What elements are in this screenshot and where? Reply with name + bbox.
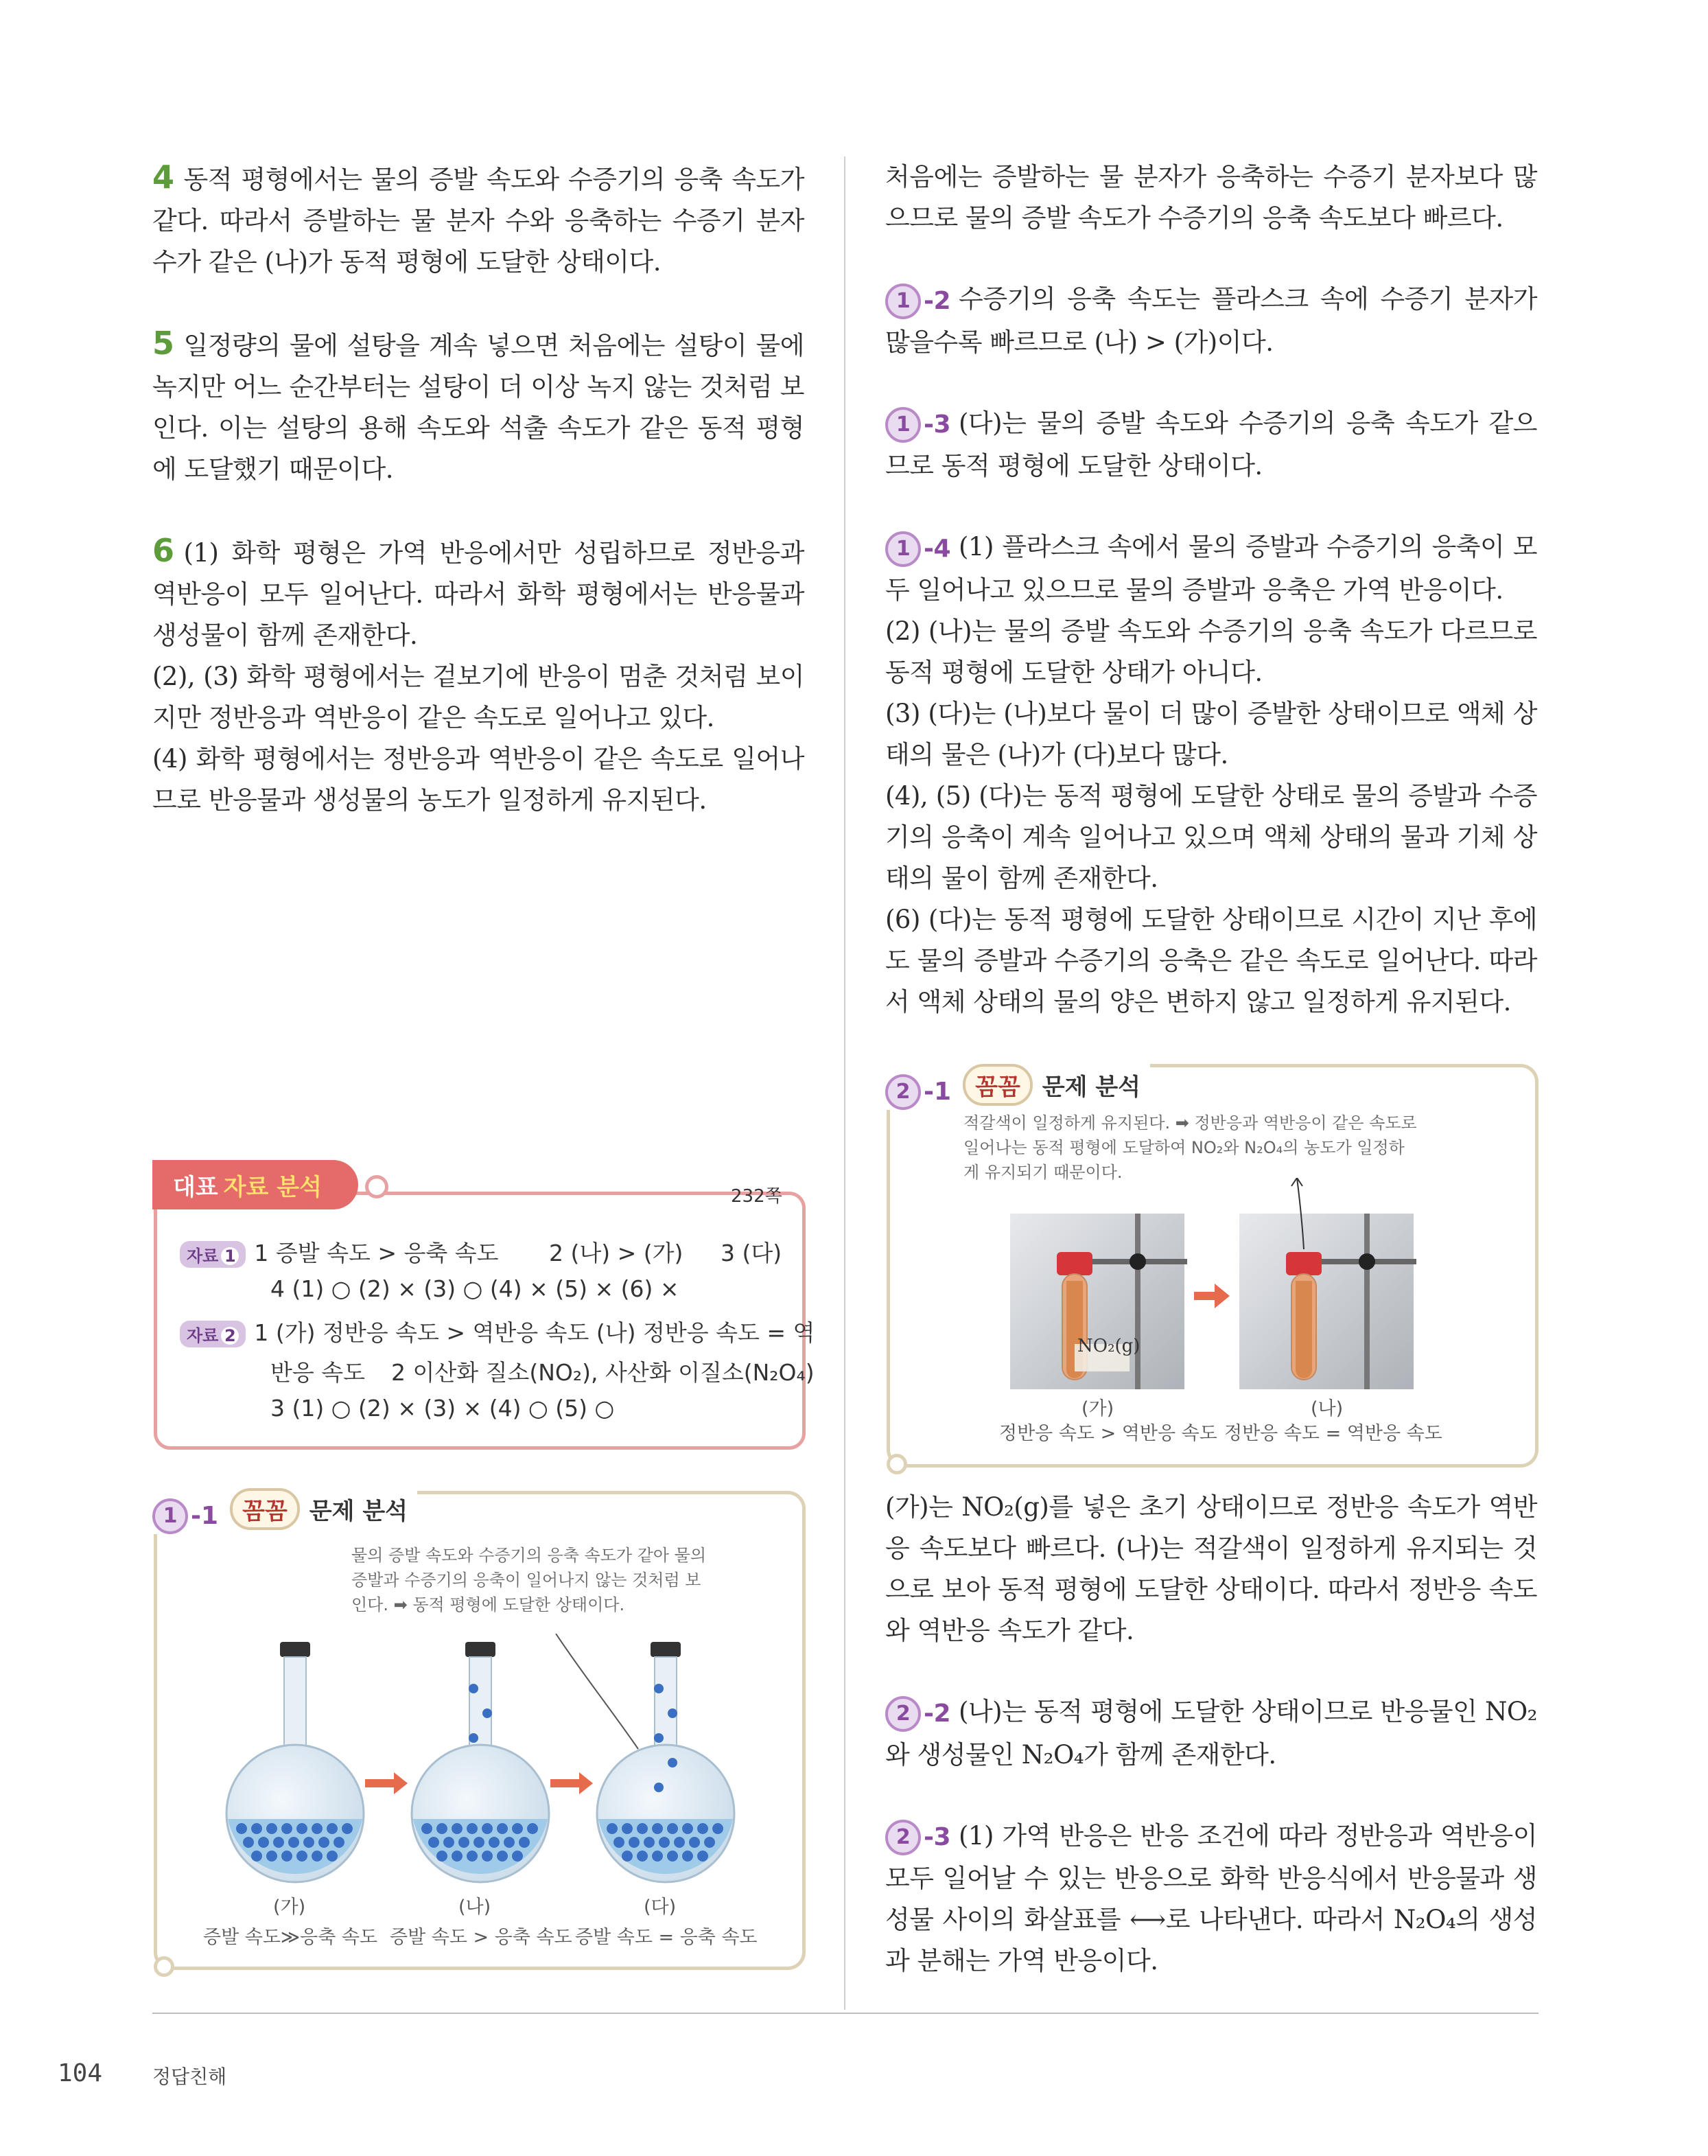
right-column-lower: [885, 1487, 1537, 1982]
water-molecule: [452, 1823, 463, 1834]
water-molecule: [334, 1837, 344, 1848]
data-row-4: 반응 속도: [270, 1359, 366, 1386]
water-molecule: [458, 1837, 469, 1848]
flask-illustration: [199, 1634, 762, 1894]
water-molecule: [296, 1851, 307, 1862]
box-dot: [154, 1956, 174, 1977]
water-molecule: [482, 1823, 493, 1834]
answer-text: (4) 화학 평형에서는 정반응과 역반응이 같은 속도로 일어나므로 반응물과 생성물의 농도가 일정하게 유지된다.: [152, 744, 804, 815]
water-molecule: [659, 1837, 670, 1848]
pointer-line: [556, 1634, 638, 1749]
water-molecule: [251, 1823, 262, 1834]
answer-text: 일정량의 물에 설탕을 계속 넣으면 처음에는 설탕이 물에 녹지만 어느 순간부터는 설탕이 더 이상 녹지 않는 것처럼 보인다. 이는 설탕의 용해 속도와 석출 속도가 같은 동적 평형에 도달했기 때문이다.: [152, 331, 804, 484]
water-molecule: [622, 1851, 633, 1862]
vapor-molecule: [482, 1708, 492, 1718]
arrow-2: [550, 1772, 593, 1794]
kkomkkom-label: 꼼꼼 문제 분석: [230, 1488, 408, 1530]
water-molecule: [637, 1851, 648, 1862]
answer-text: 처음에는 증발하는 물 분자가 응축하는 수증기 분자보다 많으므로 물의 증발 속도가 수증기의 응축 속도보다 빠르다.: [885, 162, 1537, 233]
answer-item: 1 (가) 정반응 속도 > 역반응 속도 (나) 정반응 속도 = 역: [254, 1319, 815, 1346]
answer-text: (가)는 NO₂(g)를 넣은 초기 상태이므로 정반응 속도가 역반응 속도보다 빠르다. (나)는 적갈색이 일정하게 유지되는 것으로 보아 동적 평형에 도달한 상태이다. 따라서 정반응 속도와 역반응 속도가 같다.: [885, 1492, 1537, 1645]
tube-label-b: (나): [1311, 1398, 1344, 1419]
flask-caption-b: 증발 속도 > 응축 속도: [390, 1927, 572, 1948]
question-tag: 2 -2: [885, 1693, 950, 1735]
flask-label-a: (가): [273, 1897, 306, 1918]
answer-number: 6: [152, 532, 174, 569]
data-row-1: [180, 1236, 499, 1268]
water-molecule: [697, 1851, 708, 1862]
water-molecule: [622, 1823, 633, 1834]
water-molecule: [243, 1837, 254, 1848]
water-molecule: [512, 1823, 523, 1834]
answer-item: 2 이산화 질소(NO₂), 사산화 이질소(N₂O₄): [391, 1359, 815, 1386]
water-molecule: [281, 1851, 292, 1862]
water-molecule: [251, 1851, 262, 1862]
tube-label-a: (가): [1081, 1398, 1114, 1419]
answer-1-3: [885, 403, 1537, 487]
water-molecule: [296, 1823, 307, 1834]
water-molecule: [704, 1837, 715, 1848]
question-tag: 2 -3: [885, 1817, 950, 1858]
box-header: [885, 1064, 1150, 1110]
badge-label: 대표: [173, 1173, 218, 1201]
water-molecule: [644, 1837, 655, 1848]
vapor-molecule: [654, 1783, 664, 1792]
answer-item: 1 증발 속도 > 응축 속도: [254, 1240, 499, 1266]
water-molecule: [712, 1823, 723, 1834]
answer-2-3: [885, 1816, 1537, 1982]
water-molecule: [266, 1823, 277, 1834]
answer-text: (2) (나)는 물의 증발 속도와 수증기의 응축 속도가 다르므로 동적 평형에 도달한 상태가 아니다.: [885, 616, 1537, 687]
water-molecule: [527, 1823, 538, 1834]
box-dot: [887, 1454, 907, 1474]
answer-1-2: [885, 279, 1537, 363]
water-molecule: [497, 1851, 508, 1862]
analysis-note: 적갈색이 일정하게 유지된다. ➡ 정반응과 역반응이 같은 속도로 일어나는 동적 평형에 도달하여 NO₂와 N₂O₄의 농도가 일정하 게 유지되기 때문이다.: [963, 1113, 1417, 1182]
answer-text: (1) 플라스크 속에서 물의 증발과 수증기의 응축이 모두 일어나고 있으므로 물의 증발과 응축은 가역 반응이다.: [885, 532, 1537, 605]
badge-highlight: 자료 분석: [223, 1173, 322, 1201]
answer-number: 5: [152, 325, 174, 362]
footer-rule: [152, 2013, 1539, 2014]
water-molecule: [652, 1823, 663, 1834]
footer-label: 정답친해: [152, 2065, 227, 2088]
right-column: [885, 157, 1537, 1023]
answer-2-2: [885, 1691, 1537, 1776]
water-molecule: [497, 1823, 508, 1834]
water-molecule: [482, 1851, 493, 1862]
answer-item: 2 (나) > (가): [549, 1240, 683, 1266]
answer-text: (1) 화학 평형은 가역 반응에서만 성립하므로 정반응과 역반응이 모두 일어난다. 따라서 화학 평형에서는 반응물과 생성물이 함께 존재한다.: [152, 538, 804, 650]
data-analysis-badge: [152, 1160, 358, 1209]
water-molecule: [236, 1823, 247, 1834]
water-molecule: [258, 1837, 269, 1848]
answer-4: [152, 157, 804, 283]
water-molecule: [504, 1837, 515, 1848]
badge-dot: [365, 1175, 388, 1198]
tube-a-panel: [1010, 1214, 1187, 1389]
vapor-molecule: [469, 1684, 478, 1693]
water-molecule: [436, 1851, 447, 1862]
flask-caption-c: 증발 속도 = 응축 속도: [575, 1927, 758, 1948]
answer-text: (나)는 동적 평형에 도달한 상태이므로 반응물인 NO₂와 생성물인 N₂O₄가 함께 존재한다.: [885, 1697, 1537, 1770]
vapor-molecule: [654, 1684, 664, 1693]
tube-b-panel: [1239, 1178, 1416, 1389]
water-molecule: [512, 1851, 523, 1862]
water-molecule: [637, 1823, 648, 1834]
vapor-molecule: [668, 1708, 677, 1718]
tube-label: NO₂(g): [1077, 1336, 1140, 1356]
question-tag: 2 -1: [885, 1074, 951, 1110]
water-molecule: [607, 1823, 618, 1834]
answer-number: 4: [152, 159, 174, 196]
water-molecule: [667, 1851, 678, 1862]
water-molecule: [421, 1823, 432, 1834]
water-molecule: [473, 1837, 484, 1848]
water-molecule: [342, 1823, 353, 1834]
answer-text: (6) (다)는 동적 평형에 도달한 상태이므로 시간이 지난 후에도 물의 증발과 수증기의 응축은 같은 속도로 일어난다. 따라서 액체 상태의 물의 양은 변하지 않고 일정하게 유지된다.: [885, 904, 1537, 1017]
water-molecule: [281, 1823, 292, 1834]
water-molecule: [467, 1823, 478, 1834]
water-molecule: [697, 1823, 708, 1834]
box-header: [152, 1488, 417, 1534]
vapor-molecule: [469, 1733, 478, 1743]
water-molecule: [682, 1823, 693, 1834]
test-tube-illustration: [1009, 1178, 1420, 1392]
data-row-2: 4 (1) ○ (2) × (3) ○ (4) × (5) × (6) ×: [270, 1275, 679, 1302]
answer-text: (1) 가역 반응은 반응 조건에 따라 정반응과 역반응이 모두 일어날 수 있는 반응으로 화학 반응식에서 반응물과 생성물 사이의 화살표를 ⟷로 나타낸다. 따라서 N₂O₄의 생성과 분해는 가역 반응이다.: [885, 1820, 1537, 1975]
water-molecule: [674, 1837, 685, 1848]
water-molecule: [613, 1837, 624, 1848]
data-row-3: [180, 1315, 815, 1347]
water-molecule: [273, 1837, 284, 1848]
vapor-molecule: [654, 1733, 664, 1743]
jaryo-tag: 자료 2: [180, 1321, 246, 1347]
kkomkkom-label: 꼼꼼 문제 분석: [963, 1064, 1140, 1106]
column-divider: [844, 157, 845, 2010]
water-molecule: [519, 1837, 530, 1848]
water-molecule: [489, 1837, 500, 1848]
answer-text: 동적 평형에서는 물의 증발 속도와 수증기의 응축 속도가 같다. 따라서 증발하는 물 분자 수와 응축하는 수증기 분자 수가 같은 (나)가 동적 평형에 도달한 상태이다.: [152, 165, 804, 277]
water-molecule: [467, 1851, 478, 1862]
question-tag: 1 -3: [885, 404, 950, 445]
water-molecule: [682, 1851, 693, 1862]
tube-caption-a: 정반응 속도 > 역반응 속도: [999, 1423, 1217, 1444]
answer-text: (3) (다)는 (나)보다 물이 더 많이 증발한 상태이므로 액체 상태의 물은 (나)가 (다)보다 많다.: [885, 698, 1537, 769]
water-molecule: [436, 1823, 447, 1834]
water-molecule: [667, 1823, 678, 1834]
answer-5: [152, 323, 804, 490]
water-molecule: [428, 1837, 439, 1848]
answer-text: (4), (5) (다)는 동적 평형에 도달한 상태로 물의 증발과 수증기의 응축이 계속 일어나고 있으며 액체 상태의 물과 기체 상태의 물이 함께 존재한다.: [885, 780, 1537, 893]
answer-item: 3 (다): [721, 1240, 782, 1266]
question-tag: 1 -2: [885, 281, 950, 322]
arrow-1: [365, 1772, 408, 1794]
water-molecule: [327, 1851, 338, 1862]
answer-text: (다)는 물의 증발 속도와 수증기의 응축 속도가 같으므로 동적 평형에 도달한 상태이다.: [885, 408, 1537, 480]
data-row-5: 3 (1) ○ (2) × (3) × (4) ○ (5) ○: [270, 1395, 615, 1422]
water-molecule: [629, 1837, 640, 1848]
answer-6: [152, 530, 804, 656]
water-molecule: [266, 1851, 277, 1862]
water-molecule: [689, 1837, 700, 1848]
answer-text: 수증기의 응축 속도는 플라스크 속에 수증기 분자가 많을수록 빠르므로 (나) > (가)이다.: [885, 284, 1537, 357]
water-molecule: [303, 1837, 314, 1848]
water-molecule: [312, 1823, 323, 1834]
tube-caption-b: 정반응 속도 = 역반응 속도: [1224, 1423, 1442, 1444]
arrow-3: [1194, 1284, 1230, 1308]
answer-text: (2), (3) 화학 평형에서는 겉보기에 반응이 멈춘 것처럼 보이지만 정반응과 역반응이 같은 속도로 일어나고 있다.: [152, 662, 804, 732]
analysis-note: 물의 증발 속도와 수증기의 응축 속도가 같아 물의 증발과 수증기의 응축이 일어나지 않는 것처럼 보 인다. ➡ 동적 평형에 도달한 상태이다.: [351, 1546, 707, 1614]
vapor-molecule: [668, 1758, 677, 1767]
water-molecule: [452, 1851, 463, 1862]
flask-label-b: (나): [458, 1897, 491, 1918]
flask-label-c: (다): [644, 1897, 677, 1918]
question-tag: 1 -1: [152, 1498, 218, 1534]
water-molecule: [327, 1823, 338, 1834]
water-molecule: [318, 1837, 329, 1848]
water-molecule: [652, 1851, 663, 1862]
water-molecule: [443, 1837, 454, 1848]
page-reference: 232쪽: [731, 1186, 782, 1207]
water-molecule: [288, 1837, 299, 1848]
left-column: [152, 157, 804, 821]
page-number: 104: [58, 2059, 103, 2087]
flask-caption-a: 증발 속도≫응축 속도: [203, 1927, 378, 1948]
water-molecule: [312, 1851, 323, 1862]
jaryo-tag: 자료 1: [180, 1241, 246, 1268]
question-tag: 1 -4: [885, 529, 950, 570]
answer-1-4: [885, 526, 1537, 611]
